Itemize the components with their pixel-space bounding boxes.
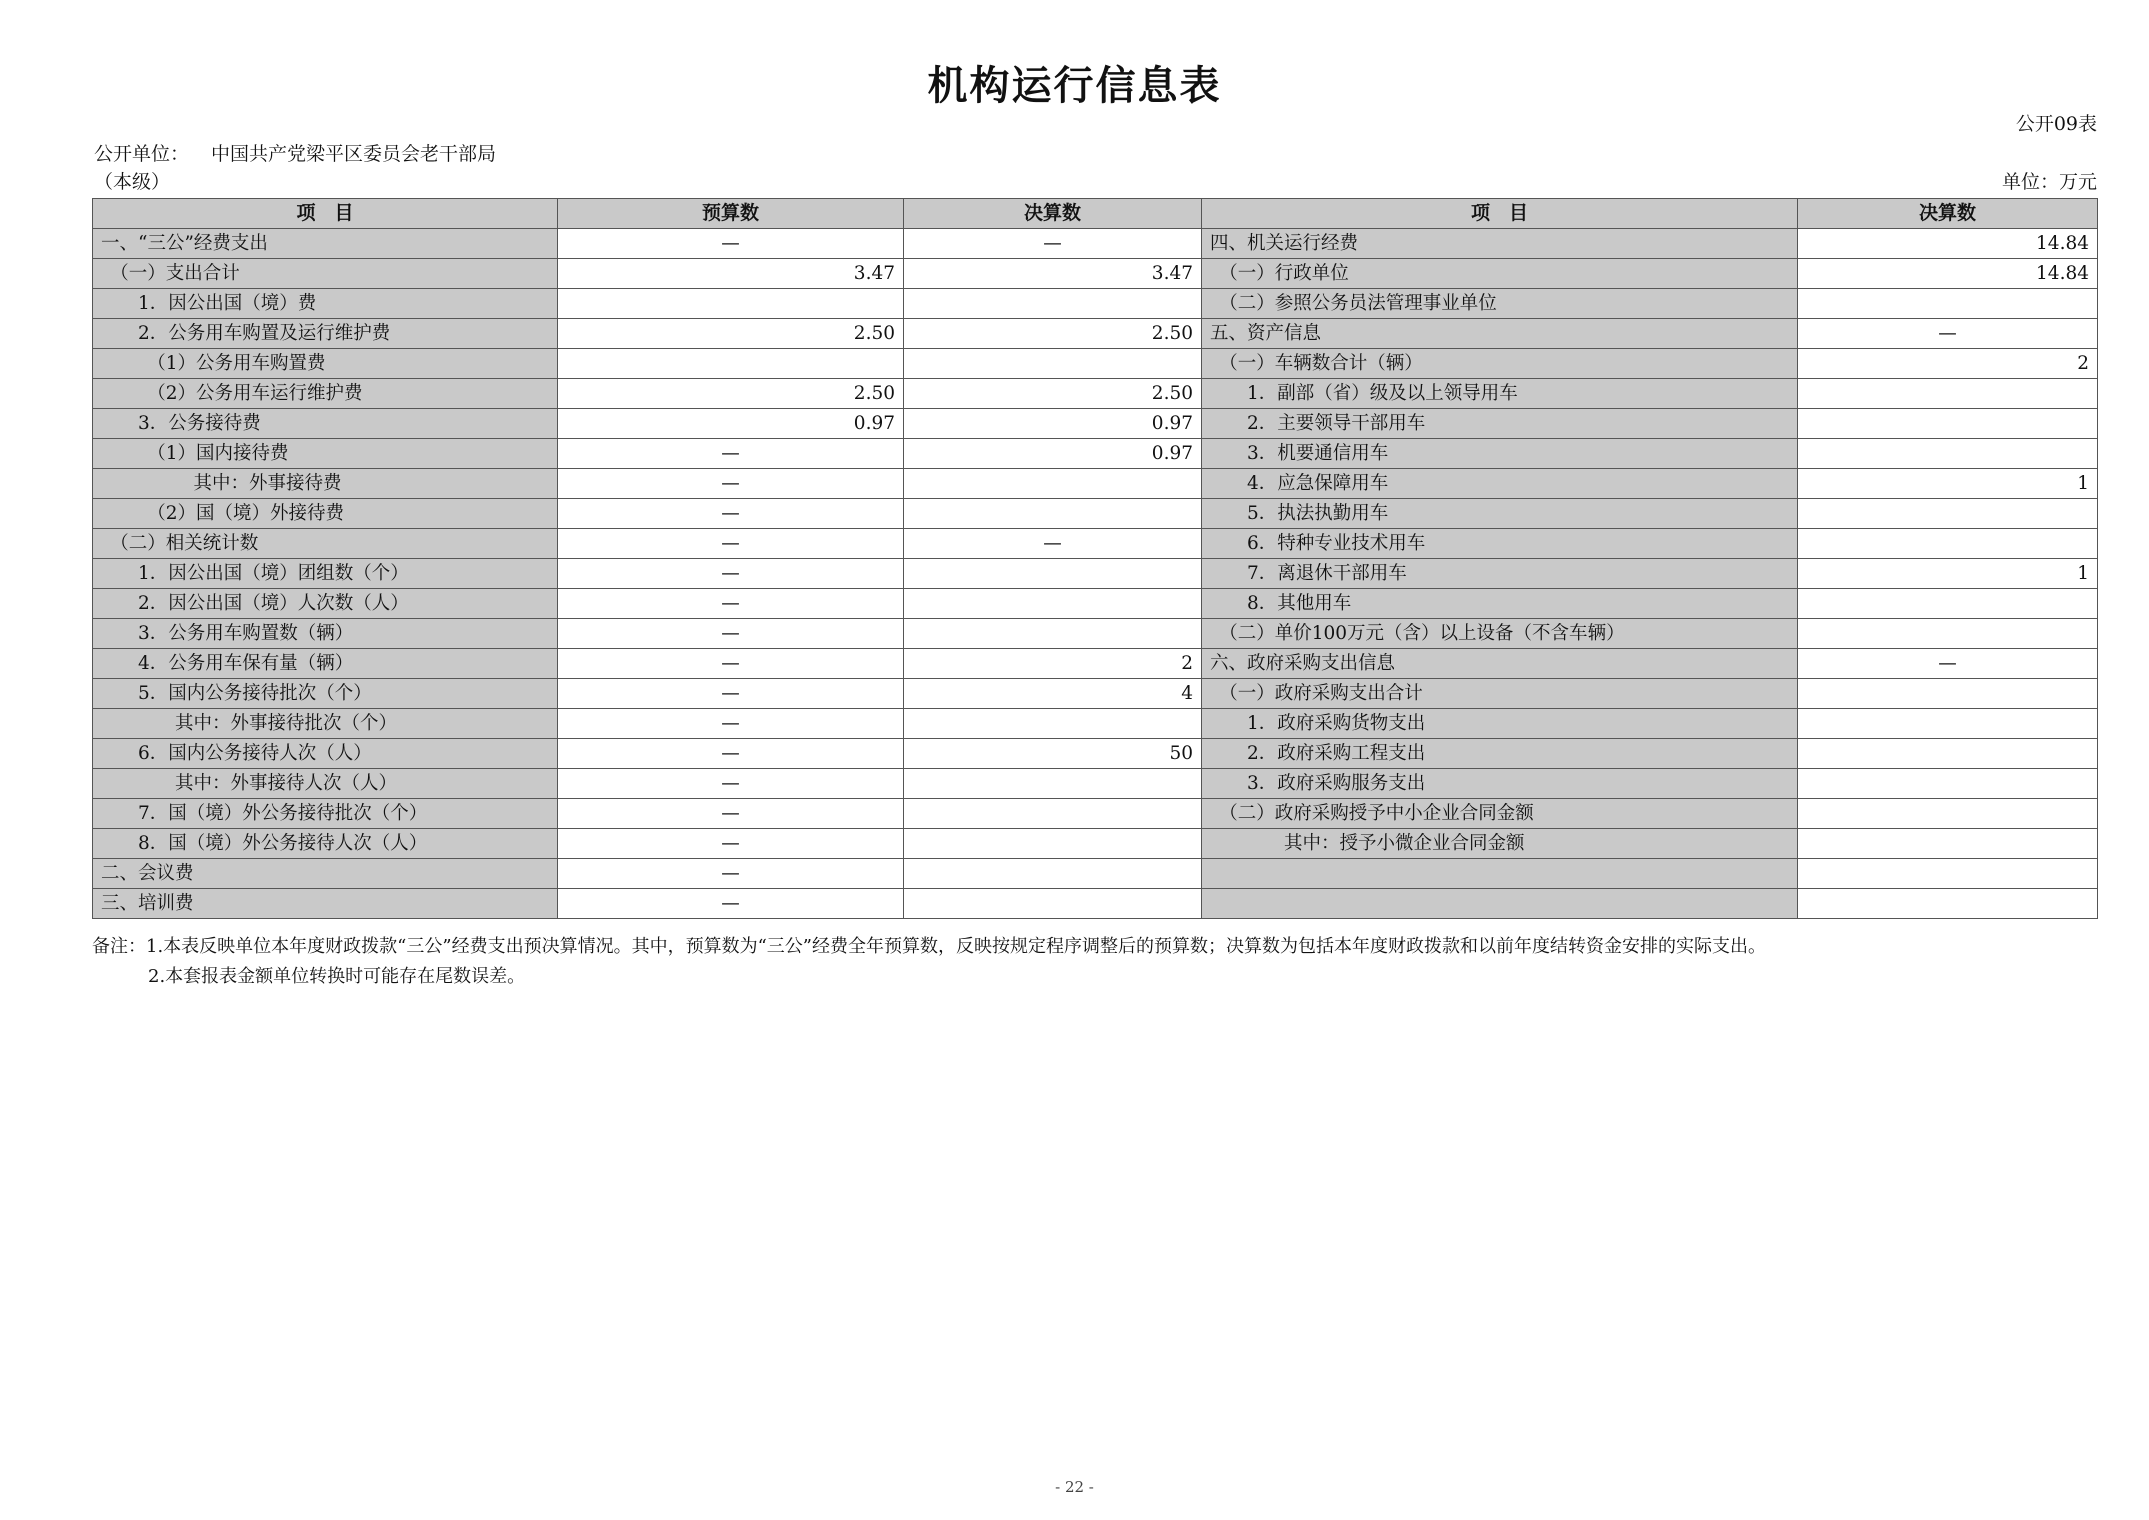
right-item-cell: 四、机关运行经费 bbox=[1202, 229, 1798, 259]
final-right-cell bbox=[1798, 829, 2098, 859]
table-row bbox=[93, 589, 2098, 619]
budget-cell: 0.97 bbox=[558, 409, 904, 439]
final-right-cell bbox=[1798, 709, 2098, 739]
left-item-cell: （2）国（境）外接待费 bbox=[93, 499, 558, 529]
final-right-cell bbox=[1798, 859, 2098, 889]
left-item-cell: （一）支出合计 bbox=[93, 259, 558, 289]
right-item-cell: 3．机要通信用车 bbox=[1202, 439, 1798, 469]
final-left-cell bbox=[904, 889, 1202, 919]
left-item-cell: 一、“三公”经费支出 bbox=[93, 229, 558, 259]
table-row bbox=[93, 889, 2098, 919]
final-left-cell bbox=[904, 859, 1202, 889]
header-item-left: 项 目 bbox=[93, 199, 558, 229]
right-item-cell: 4．应急保障用车 bbox=[1202, 469, 1798, 499]
right-item-cell: 其中：授予小微企业合同金额 bbox=[1202, 829, 1798, 859]
table-row bbox=[93, 559, 2098, 589]
budget-cell: — bbox=[558, 499, 904, 529]
left-item-cell: （二）相关统计数 bbox=[93, 529, 558, 559]
final-right-cell: — bbox=[1798, 319, 2098, 349]
right-item-cell: （一）行政单位 bbox=[1202, 259, 1798, 289]
right-item-cell: （一）政府采购支出合计 bbox=[1202, 679, 1798, 709]
budget-cell: — bbox=[558, 559, 904, 589]
right-item-cell: 6．特种专业技术用车 bbox=[1202, 529, 1798, 559]
budget-cell: — bbox=[558, 529, 904, 559]
right-item-cell: （一）车辆数合计（辆） bbox=[1202, 349, 1798, 379]
budget-cell: — bbox=[558, 829, 904, 859]
final-left-cell bbox=[904, 619, 1202, 649]
final-left-cell bbox=[904, 559, 1202, 589]
budget-cell: — bbox=[558, 799, 904, 829]
final-left-cell: — bbox=[904, 229, 1202, 259]
page-number: - 22 - bbox=[1055, 1478, 1094, 1496]
budget-cell: 2.50 bbox=[558, 319, 904, 349]
final-right-cell bbox=[1798, 739, 2098, 769]
level-label: （本级） bbox=[94, 171, 171, 193]
final-right-cell bbox=[1798, 439, 2098, 469]
budget-cell: — bbox=[558, 229, 904, 259]
final-right-cell: 2 bbox=[1798, 349, 2098, 379]
unit-label: 公开单位： bbox=[94, 143, 190, 165]
table-row bbox=[93, 799, 2098, 829]
table-row bbox=[93, 619, 2098, 649]
right-item-cell: 5．执法执勤用车 bbox=[1202, 499, 1798, 529]
final-left-cell bbox=[904, 589, 1202, 619]
right-item-cell: 1．政府采购货物支出 bbox=[1202, 709, 1798, 739]
left-item-cell: 1．因公出国（境）团组数（个） bbox=[93, 559, 558, 589]
left-item-cell: 3．公务接待费 bbox=[93, 409, 558, 439]
table-body bbox=[93, 229, 2098, 919]
currency-unit: 单位：万元 bbox=[2001, 171, 2097, 193]
final-right-cell bbox=[1798, 619, 2098, 649]
final-left-cell bbox=[904, 499, 1202, 529]
final-left-cell: 4 bbox=[904, 679, 1202, 709]
table-row bbox=[93, 679, 2098, 709]
final-left-cell: 2 bbox=[904, 649, 1202, 679]
table-header-row bbox=[93, 199, 2098, 229]
header-final-left: 决算数 bbox=[904, 199, 1202, 229]
left-item-cell: 其中：外事接待费 bbox=[93, 469, 558, 499]
budget-cell: — bbox=[558, 619, 904, 649]
budget-cell: — bbox=[558, 439, 904, 469]
budget-cell: — bbox=[558, 709, 904, 739]
notes bbox=[92, 932, 1766, 992]
left-item-cell: （1）国内接待费 bbox=[93, 439, 558, 469]
header-final-right: 决算数 bbox=[1798, 199, 2098, 229]
right-item-cell: 六、政府采购支出信息 bbox=[1202, 649, 1798, 679]
final-left-cell: 2.50 bbox=[904, 319, 1202, 349]
final-left-cell: — bbox=[904, 529, 1202, 559]
final-right-cell bbox=[1798, 889, 2098, 919]
final-left-cell bbox=[904, 349, 1202, 379]
right-item-cell: 7．离退休干部用车 bbox=[1202, 559, 1798, 589]
left-item-cell: 8．国（境）外公务接待人次（人） bbox=[93, 829, 558, 859]
budget-cell: — bbox=[558, 679, 904, 709]
table-row bbox=[93, 769, 2098, 799]
right-item-cell bbox=[1202, 859, 1798, 889]
table-row bbox=[93, 319, 2098, 349]
unit-line bbox=[94, 142, 496, 166]
right-item-cell: （二）参照公务员法管理事业单位 bbox=[1202, 289, 1798, 319]
left-item-cell: 其中：外事接待人次（人） bbox=[93, 769, 558, 799]
table-row bbox=[93, 709, 2098, 739]
final-right-cell bbox=[1798, 529, 2098, 559]
left-item-cell: 其中：外事接待批次（个） bbox=[93, 709, 558, 739]
left-item-cell: 二、会议费 bbox=[93, 859, 558, 889]
table-row bbox=[93, 379, 2098, 409]
table-row bbox=[93, 469, 2098, 499]
final-left-cell: 0.97 bbox=[904, 409, 1202, 439]
right-item-cell: （二）政府采购授予中小企业合同金额 bbox=[1202, 799, 1798, 829]
page-title: 机构运行信息表 bbox=[927, 63, 1222, 109]
final-left-cell bbox=[904, 289, 1202, 319]
budget-cell: — bbox=[558, 859, 904, 889]
final-right-cell bbox=[1798, 589, 2098, 619]
budget-cell: — bbox=[558, 469, 904, 499]
final-right-cell bbox=[1798, 289, 2098, 319]
table-row bbox=[93, 439, 2098, 469]
final-left-cell bbox=[904, 469, 1202, 499]
budget-cell: — bbox=[558, 649, 904, 679]
budget-cell: — bbox=[558, 889, 904, 919]
final-right-cell bbox=[1798, 499, 2098, 529]
final-left-cell: 50 bbox=[904, 739, 1202, 769]
table-row bbox=[93, 289, 2098, 319]
right-item-cell: 8．其他用车 bbox=[1202, 589, 1798, 619]
final-right-cell bbox=[1798, 769, 2098, 799]
budget-cell: 3.47 bbox=[558, 259, 904, 289]
left-item-cell: （2）公务用车运行维护费 bbox=[93, 379, 558, 409]
budget-cell: — bbox=[558, 739, 904, 769]
final-left-cell: 0.97 bbox=[904, 439, 1202, 469]
right-item-cell: 3．政府采购服务支出 bbox=[1202, 769, 1798, 799]
left-item-cell: 7．国（境）外公务接待批次（个） bbox=[93, 799, 558, 829]
left-item-cell: 5．国内公务接待批次（个） bbox=[93, 679, 558, 709]
left-item-cell: （1）公务用车购置费 bbox=[93, 349, 558, 379]
note-2: 2.本套报表金额单位转换时可能存在尾数误差。 bbox=[148, 966, 526, 987]
table-row bbox=[93, 529, 2098, 559]
left-item-cell: 1．因公出国（境）费 bbox=[93, 289, 558, 319]
form-code: 公开09表 bbox=[2015, 113, 2097, 135]
table-row bbox=[93, 349, 2098, 379]
left-item-cell: 3．公务用车购置数（辆） bbox=[93, 619, 558, 649]
final-right-cell: 14.84 bbox=[1798, 259, 2098, 289]
table-row bbox=[93, 859, 2098, 889]
budget-cell bbox=[558, 349, 904, 379]
table-row bbox=[93, 829, 2098, 859]
right-item-cell: （二）单价100万元（含）以上设备（不含车辆） bbox=[1202, 619, 1798, 649]
budget-cell: — bbox=[558, 589, 904, 619]
final-left-cell bbox=[904, 799, 1202, 829]
header-budget: 预算数 bbox=[558, 199, 904, 229]
final-right-cell bbox=[1798, 799, 2098, 829]
left-item-cell: 2．公务用车购置及运行维护费 bbox=[93, 319, 558, 349]
final-right-cell: — bbox=[1798, 649, 2098, 679]
right-item-cell bbox=[1202, 889, 1798, 919]
right-item-cell: 1．副部（省）级及以上领导用车 bbox=[1202, 379, 1798, 409]
table-row bbox=[93, 739, 2098, 769]
final-right-cell: 1 bbox=[1798, 559, 2098, 589]
budget-cell: — bbox=[558, 769, 904, 799]
table-row bbox=[93, 649, 2098, 679]
budget-cell: 2.50 bbox=[558, 379, 904, 409]
right-item-cell: 2．主要领导干部用车 bbox=[1202, 409, 1798, 439]
final-left-cell bbox=[904, 709, 1202, 739]
final-right-cell bbox=[1798, 379, 2098, 409]
right-item-cell: 五、资产信息 bbox=[1202, 319, 1798, 349]
table-row bbox=[93, 229, 2098, 259]
final-left-cell bbox=[904, 829, 1202, 859]
final-right-cell: 1 bbox=[1798, 469, 2098, 499]
left-item-cell: 6．国内公务接待人次（人） bbox=[93, 739, 558, 769]
header-item-right: 项 目 bbox=[1202, 199, 1798, 229]
left-item-cell: 2．因公出国（境）人次数（人） bbox=[93, 589, 558, 619]
final-left-cell: 2.50 bbox=[904, 379, 1202, 409]
left-item-cell: 4．公务用车保有量（辆） bbox=[93, 649, 558, 679]
left-item-cell: 三、培训费 bbox=[93, 889, 558, 919]
final-left-cell: 3.47 bbox=[904, 259, 1202, 289]
table-row bbox=[93, 409, 2098, 439]
final-right-cell: 14.84 bbox=[1798, 229, 2098, 259]
final-left-cell bbox=[904, 769, 1202, 799]
note-1: 备注：1.本表反映单位本年度财政拨款“三公”经费支出预决算情况。其中，预算数为“三公”经费全年预算数，反映按规定程序调整后的预算数；决算数为包括本年度财政拨款和以前年度结转资金安排的实际支出。 bbox=[92, 936, 1766, 957]
final-right-cell bbox=[1798, 409, 2098, 439]
budget-cell bbox=[558, 289, 904, 319]
right-item-cell: 2．政府采购工程支出 bbox=[1202, 739, 1798, 769]
final-right-cell bbox=[1798, 679, 2098, 709]
table-row bbox=[93, 259, 2098, 289]
table-row bbox=[93, 499, 2098, 529]
info-table bbox=[92, 198, 2098, 919]
unit-name: 中国共产党梁平区委员会老干部局 bbox=[211, 143, 497, 165]
